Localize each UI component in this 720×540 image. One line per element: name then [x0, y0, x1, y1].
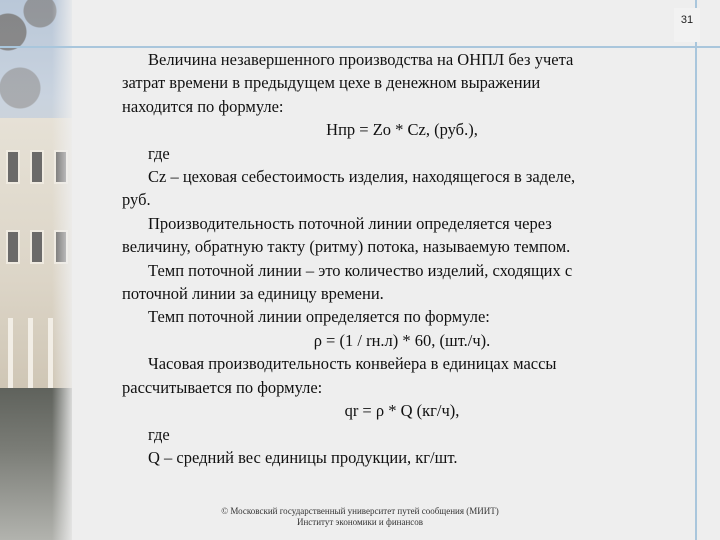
formula-wip: Нпр = Zо * Сz, (руб.),: [326, 120, 478, 140]
text-line: затрат времени в предыдущем цехе в денежном выражении: [122, 73, 541, 93]
text-line: Величина незавершенного производства на ОНПЛ без учета: [148, 50, 574, 69]
text-line: Сz – цеховая себестоимость изделия, находящегося в заделе,: [148, 167, 576, 187]
text-line: Q – средний вес единицы продукции, кг/шт.: [148, 447, 458, 467]
text-line: находится по формуле:: [122, 96, 284, 116]
text-line: величину, обратную такту (ритму) потока, называемую темпом.: [122, 237, 571, 257]
window: [6, 150, 20, 184]
page-number: 31: [680, 14, 694, 26]
footer-institute: Институт экономики и финансов: [296, 517, 424, 527]
text-line: где: [148, 424, 170, 444]
footer: [170, 506, 550, 528]
text-line: поточной линии за единицу времени.: [122, 284, 384, 304]
formula-hourly: qr = ρ * Q (кг/ч),: [344, 401, 460, 421]
window: [30, 150, 44, 184]
text-line: Темп поточной линии – это количество изделий, сходящих с: [148, 260, 573, 280]
text-line: Часовая производительность конвейера в единицах массы: [148, 354, 557, 374]
text-line: Производительность поточной линии определяется через: [148, 213, 552, 233]
window: [30, 230, 44, 264]
right-accent-line: [695, 0, 697, 540]
text-line: рассчитывается по формуле:: [122, 377, 323, 397]
photo-fade: [52, 0, 72, 540]
footer-copyright: © Московский государственный университет путей сообщения (МИИТ): [221, 506, 499, 516]
column: [28, 318, 33, 388]
text-line: руб.: [122, 190, 151, 210]
column: [8, 318, 13, 388]
window: [6, 230, 20, 264]
building-photo: [0, 0, 72, 540]
text-line: Темп поточной линии определяется по формуле:: [148, 307, 490, 327]
formula-tempo: ρ = (1 / rн.л) * 60, (шт./ч).: [313, 330, 491, 350]
text-line: где: [148, 143, 170, 163]
slide-body: [122, 48, 682, 469]
